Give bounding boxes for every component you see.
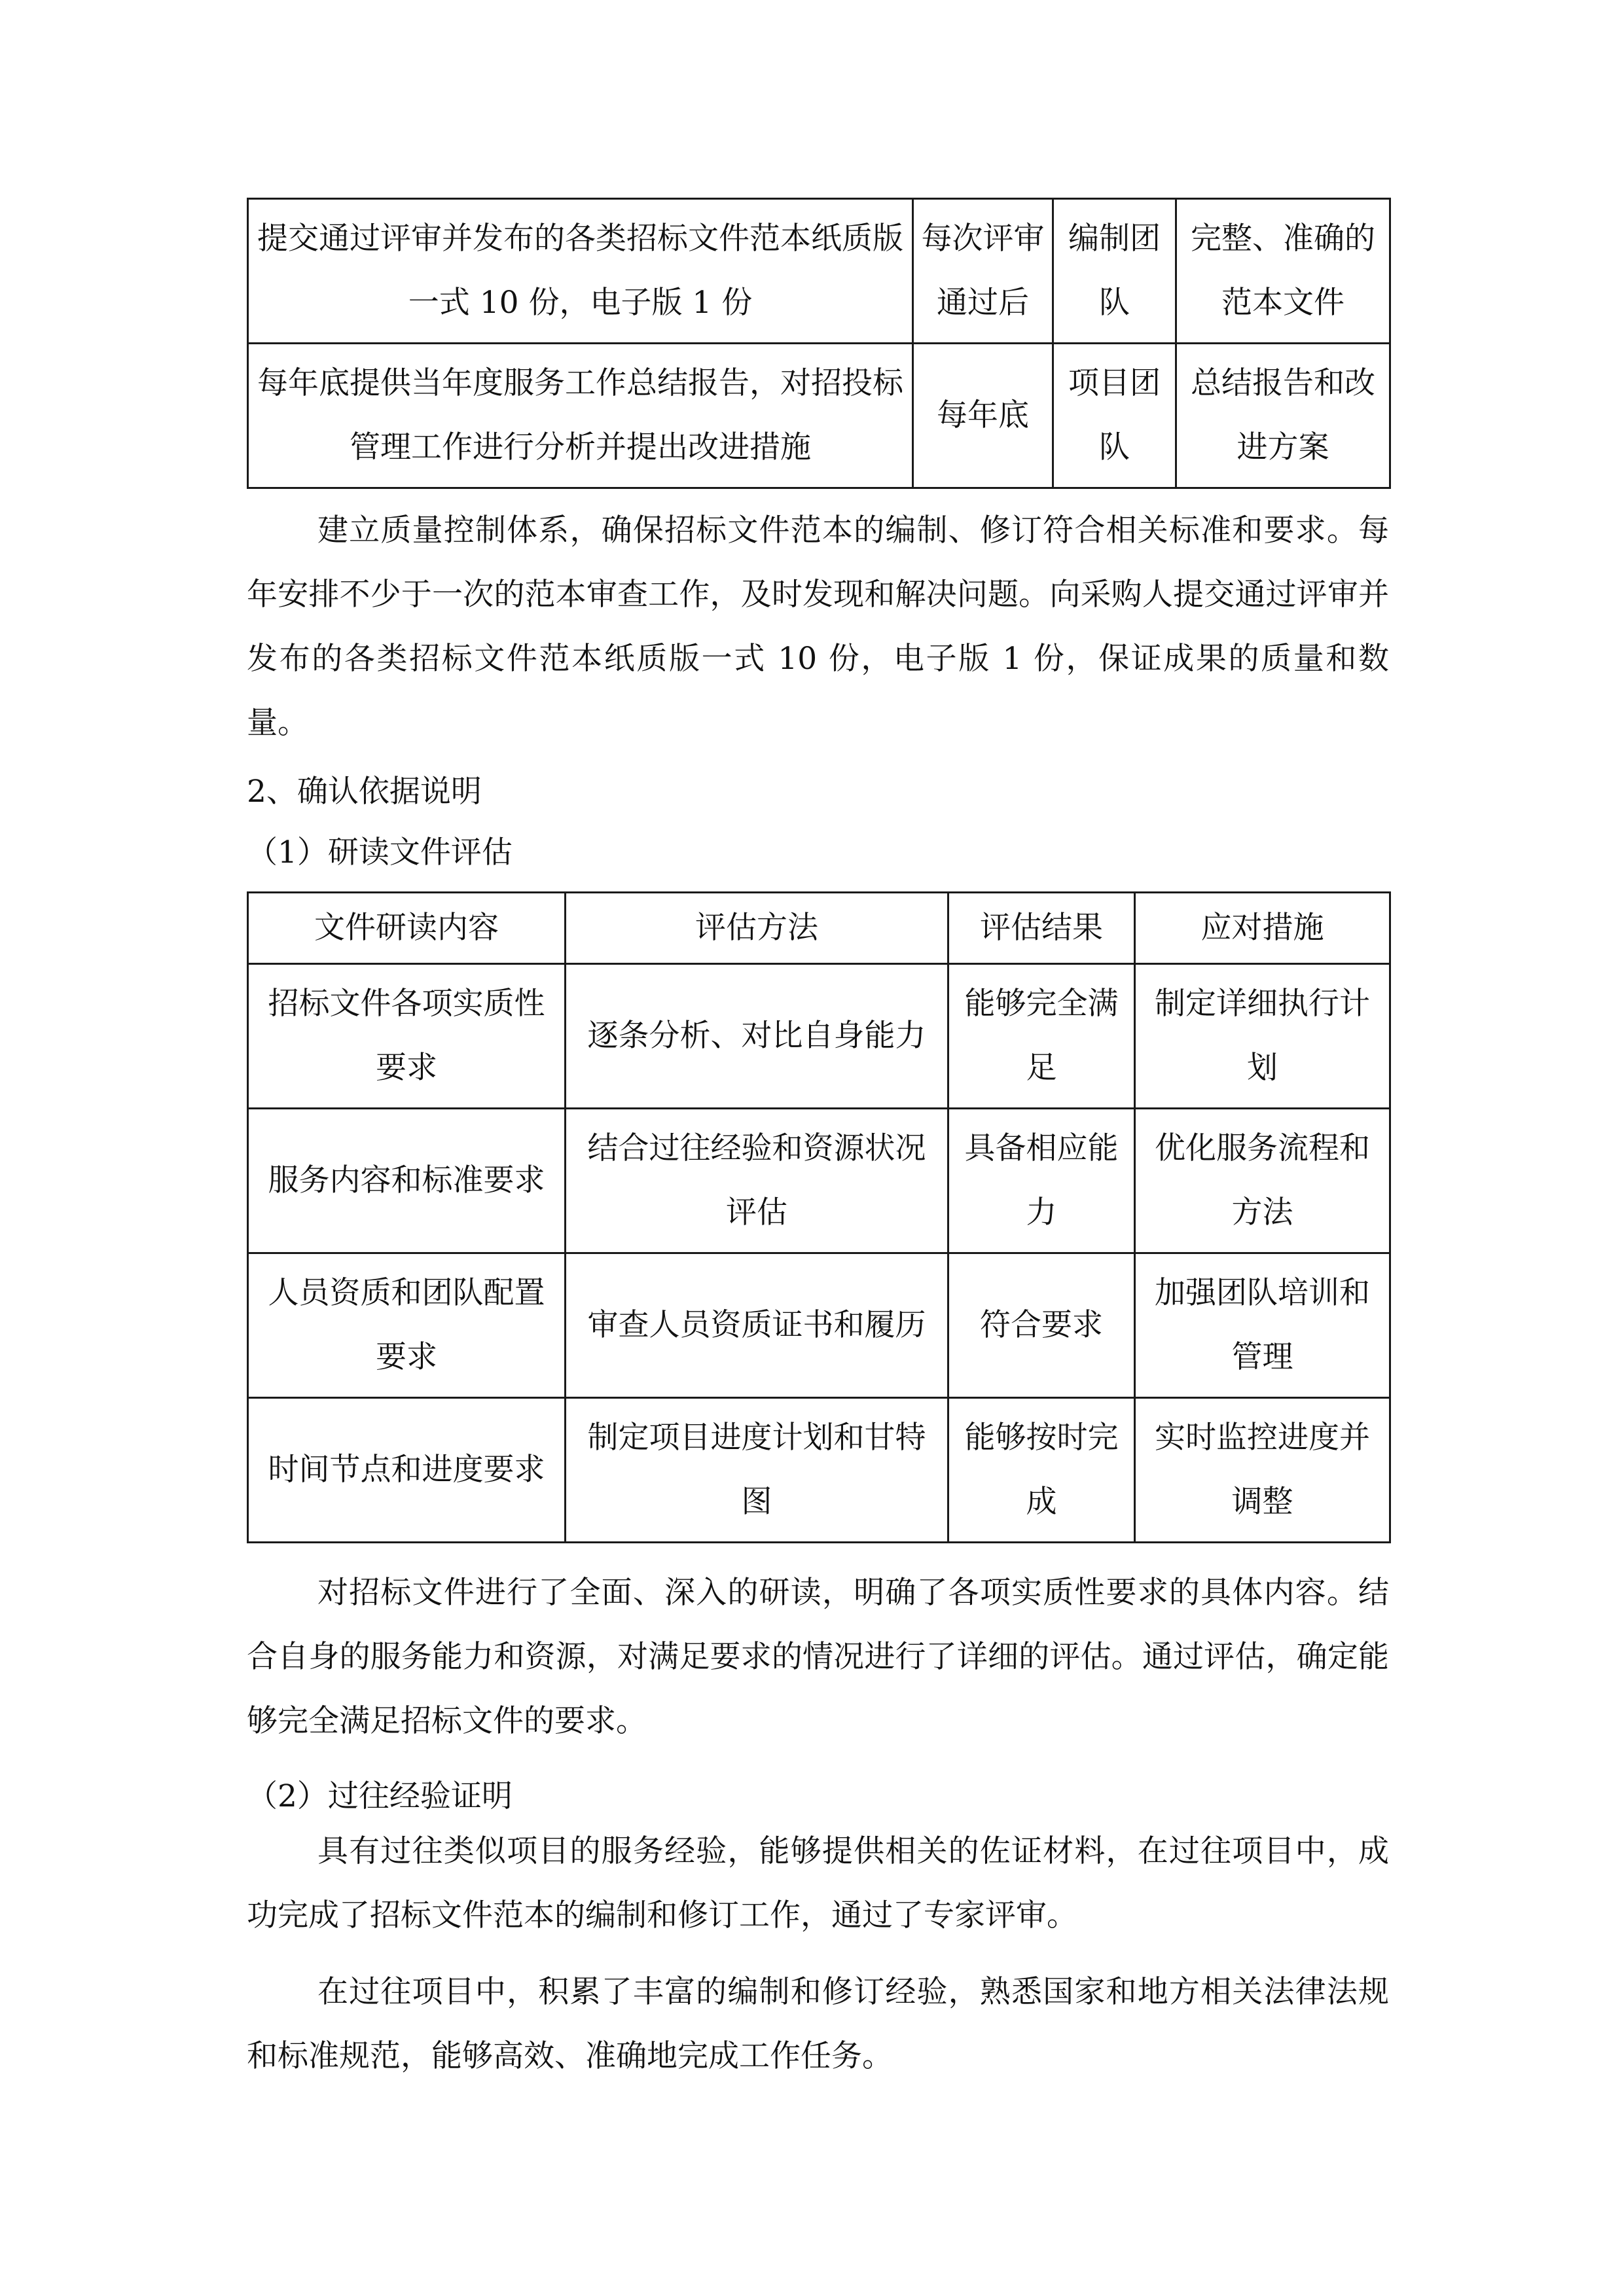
table-cell: 每次评审通过后: [913, 199, 1053, 344]
table-header-cell: 评估方法: [566, 893, 948, 964]
table-row: [248, 344, 1390, 488]
table-cell: 招标文件各项实质性要求: [248, 964, 566, 1109]
document-evaluation-table: [247, 891, 1391, 1543]
section-2-heading: 2、确认依据说明: [247, 774, 482, 810]
table-cell: 每年底提供当年度服务工作总结报告，对招投标管理工作进行分析并提出改进措施: [248, 344, 913, 488]
table-row: [248, 1398, 1390, 1543]
table-cell: 结合过往经验和资源状况评估: [566, 1109, 948, 1253]
quality-control-paragraph: 建立质量控制体系，确保招标文件范本的编制、修订符合相关标准和要求。每年安排不少于一次的范本审查工作，及时发现和解决问题。向采购人提交通过评审并发布的各类招标文件范本纸质版一式 10 份，电子版 1 份，保证成果的质量和数量。: [247, 512, 1389, 741]
table-header-cell: 评估结果: [948, 893, 1135, 964]
table-cell: 每年底: [913, 344, 1053, 488]
table-header-cell: 应对措施: [1135, 893, 1390, 964]
table-cell: 加强团队培训和管理: [1135, 1253, 1390, 1398]
table-cell: 能够按时完成: [948, 1398, 1135, 1543]
table-cell: 服务内容和标准要求: [248, 1109, 566, 1253]
subsection-1-heading: （1）研读文件评估: [247, 834, 513, 870]
evaluation-summary-paragraph: 对招标文件进行了全面、深入的研读，明确了各项实质性要求的具体内容。结合自身的服务能力和资源，对满足要求的情况进行了详细的评估。通过评估，确定能够完全满足招标文件的要求。: [247, 1575, 1389, 1739]
table-cell: 总结报告和改进方案: [1176, 344, 1390, 488]
deliverables-table: [247, 198, 1391, 489]
experience-paragraph-2: 在过往项目中，积累了丰富的编制和修订经验，熟悉国家和地方相关法律法规和标准规范，能够高效、准确地完成工作任务。: [247, 1974, 1389, 2074]
table-row: [248, 199, 1390, 344]
table-header-cell: 文件研读内容: [248, 893, 566, 964]
table-cell: 时间节点和进度要求: [248, 1398, 566, 1543]
table-cell: 符合要求: [948, 1253, 1135, 1398]
table-cell: 人员资质和团队配置要求: [248, 1253, 566, 1398]
table-cell: 具备相应能力: [948, 1109, 1135, 1253]
subsection-2-heading: （2）过往经验证明: [247, 1778, 513, 1814]
table-header-row: [248, 893, 1390, 964]
table-cell: 优化服务流程和方法: [1135, 1109, 1390, 1253]
table-cell: 审查人员资质证书和履历: [566, 1253, 948, 1398]
table-cell: 编制团队: [1053, 199, 1176, 344]
table-cell: 提交通过评审并发布的各类招标文件范本纸质版一式 10 份，电子版 1 份: [248, 199, 913, 344]
table-cell: 项目团队: [1053, 344, 1176, 488]
table-row: [248, 1109, 1390, 1253]
table-cell: 逐条分析、对比自身能力: [566, 964, 948, 1109]
table-cell: 制定项目进度计划和甘特图: [566, 1398, 948, 1543]
table-cell: 制定详细执行计划: [1135, 964, 1390, 1109]
table-cell: 实时监控进度并调整: [1135, 1398, 1390, 1543]
table-row: [248, 1253, 1390, 1398]
table-row: [248, 964, 1390, 1109]
table-cell: 完整、准确的范本文件: [1176, 199, 1390, 344]
table-cell: 能够完全满足: [948, 964, 1135, 1109]
experience-paragraph-1: 具有过往类似项目的服务经验，能够提供相关的佐证材料，在过往项目中，成功完成了招标文件范本的编制和修订工作，通过了专家评审。: [247, 1833, 1389, 1933]
